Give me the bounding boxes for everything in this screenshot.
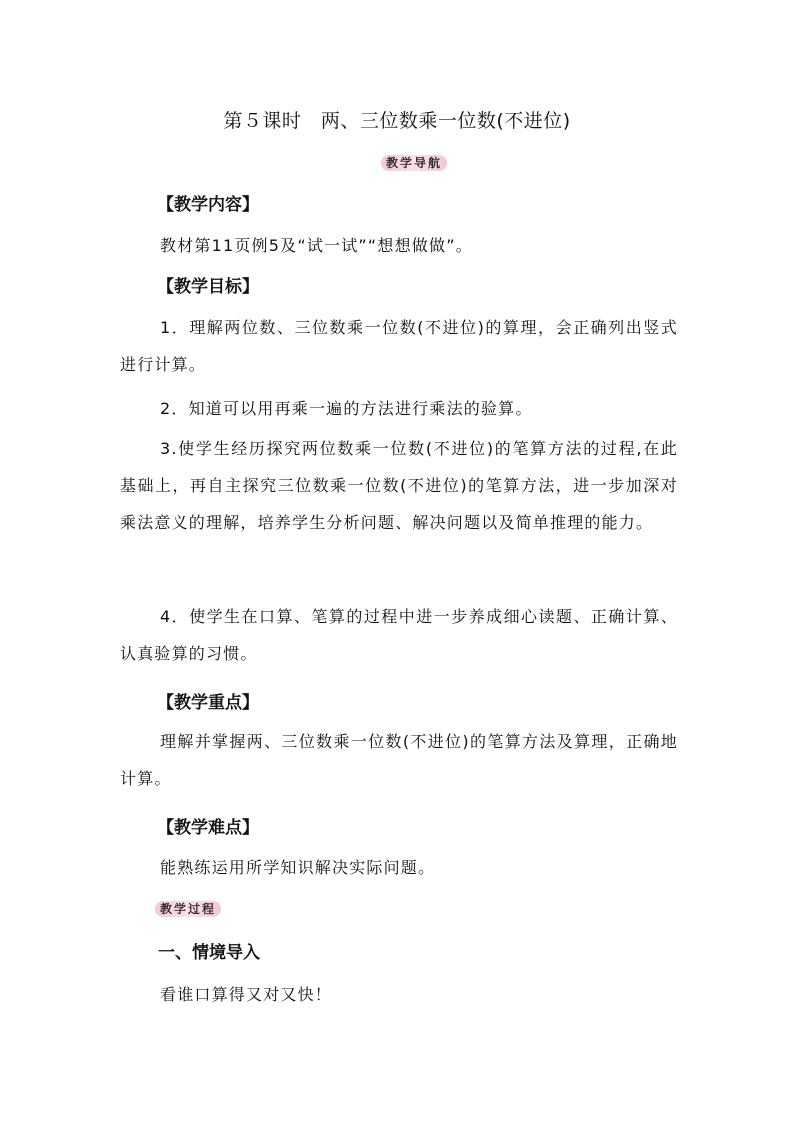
- goals-heading: 【教学目标】: [157, 277, 259, 297]
- teaching-process-badge: 教学过程: [155, 901, 221, 917]
- process-heading: 一、情境导入: [158, 943, 260, 963]
- difficulties-heading: 【教学难点】: [157, 818, 259, 838]
- difficulties-text: 能熟练运用所学知识解决实际问题。: [160, 858, 436, 877]
- key-points-heading: 【教学重点】: [157, 693, 259, 713]
- teaching-guide-badge: 教学导航: [381, 155, 447, 171]
- page-title: 第５课时 两、三位数乘一位数(不进位): [223, 110, 571, 132]
- goal-item-2: 2．知道可以用再乘一遍的方法进行乘法的验算。: [160, 399, 533, 418]
- goal-item-1: 1．理解两位数、三位数乘一位数(不进位)的算理，会正确列出竖式进行计算。: [120, 318, 678, 374]
- content-text: 教材第11页例5及“试一试”“想想做做”。: [160, 236, 473, 255]
- process-text: 看谁口算得又对又快！: [160, 985, 333, 1004]
- content-heading: 【教学内容】: [157, 195, 259, 215]
- goal-item-4: 4．使学生在口算、笔算的过程中进一步养成细心读题、正确计算、认真验算的习惯。: [120, 607, 678, 663]
- goal-item-3: 3.使学生经历探究两位数乘一位数(不进位)的笔算方法的过程,在此基础上，再自主探究三位数乘一位数(不进位)的笔算方法，进一步加深对乘法意义的理解，培养学生分析问题、解决问题以及简单推理的能力。: [120, 439, 678, 532]
- key-points-text: 理解并掌握两、三位数乘一位数(不进位)的笔算方法及算理，正确地计算。: [120, 732, 678, 788]
